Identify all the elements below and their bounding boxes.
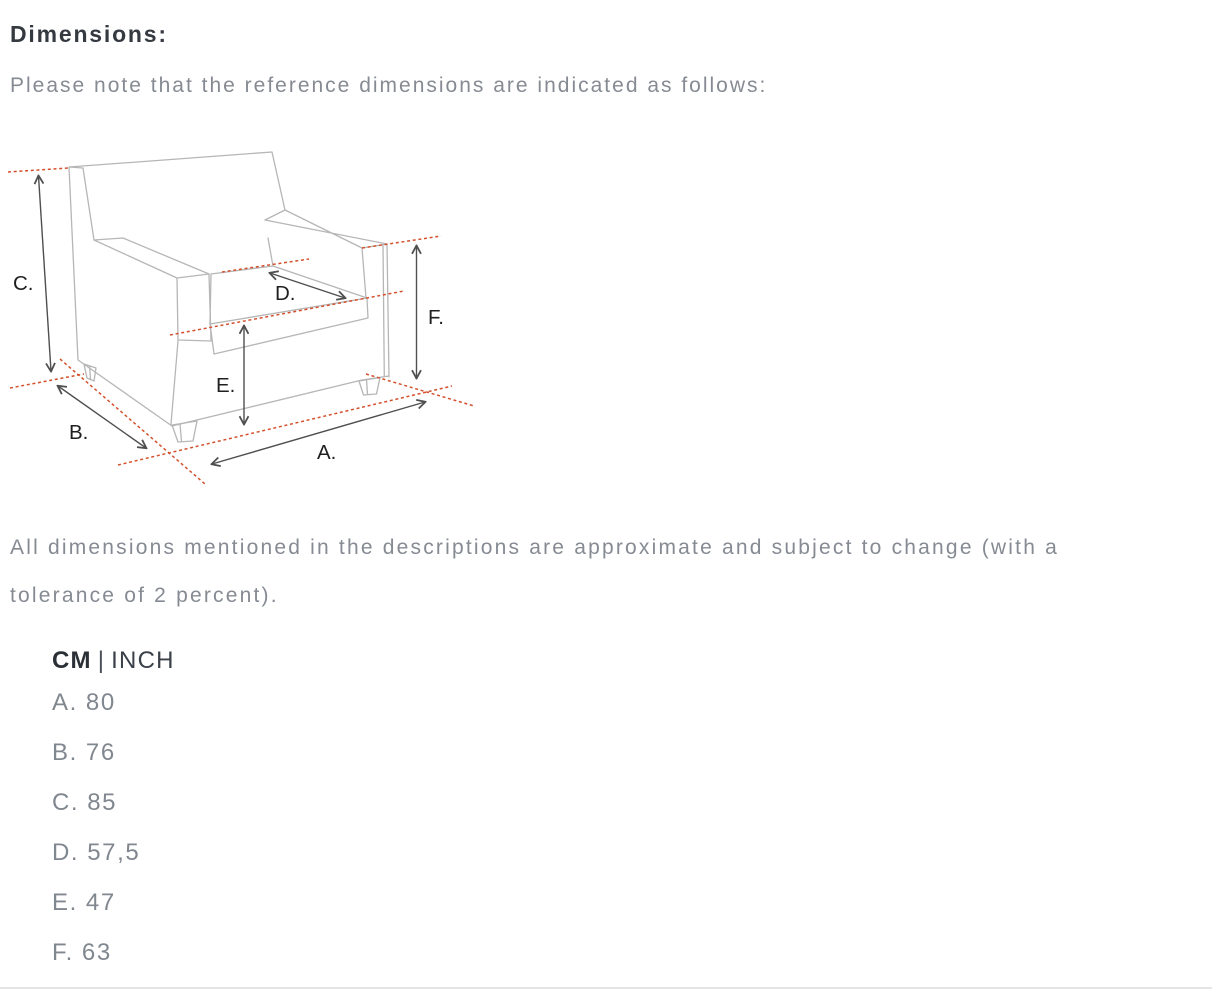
label-b: B. xyxy=(69,421,89,444)
measurement-label: F. xyxy=(52,939,74,966)
measurement-value: 63 xyxy=(81,939,112,966)
foot-front-right xyxy=(359,378,380,396)
measurement-label: C. xyxy=(52,789,80,816)
label-c: C. xyxy=(13,272,34,295)
measurement-value: 85 xyxy=(87,789,118,816)
bottom-divider xyxy=(0,987,1212,989)
page-title: Dimensions: xyxy=(10,21,168,48)
label-a: A. xyxy=(317,441,337,464)
unit-inch: INCH xyxy=(111,647,175,674)
measurement-item-d xyxy=(52,828,175,878)
measurement-label: D. xyxy=(52,839,80,866)
measurement-value: 76 xyxy=(85,739,116,766)
intro-paragraph: Please note that the reference dimensions are indicated as follows: xyxy=(10,74,768,97)
arrow-c xyxy=(39,176,52,371)
label-f: F. xyxy=(428,306,444,329)
measurement-item-b xyxy=(52,728,175,778)
measurement-item-c xyxy=(52,778,175,828)
measurement-value: 47 xyxy=(85,889,116,916)
ref-line-a xyxy=(118,386,452,465)
foot-front-left xyxy=(172,421,197,442)
measurement-label: A. xyxy=(52,689,78,716)
measurement-label: B. xyxy=(52,739,78,766)
armchair-diagram-svg xyxy=(0,128,480,496)
measurement-label: E. xyxy=(52,889,78,916)
tolerance-note xyxy=(10,524,1205,620)
measurement-list-block xyxy=(52,644,175,978)
ref-line-f-bottom xyxy=(366,374,474,406)
dimension-diagram xyxy=(0,128,480,496)
measurement-item-a xyxy=(52,678,175,728)
measurement-value: 80 xyxy=(85,689,116,716)
unit-header xyxy=(52,644,175,678)
tolerance-note-line2: tolerance of 2 percent). xyxy=(10,584,279,607)
measurement-value: 57,5 xyxy=(87,839,141,866)
unit-cm: CM xyxy=(52,647,92,674)
tolerance-note-line1: All dimensions mentioned in the descriptions are approximate and subject to change (with a xyxy=(10,536,1059,559)
measurement-item-f xyxy=(52,928,175,978)
measurement-item-e xyxy=(52,878,175,928)
ref-line-c-top xyxy=(8,168,68,172)
measurement-list xyxy=(52,678,175,978)
ref-line-floor-left xyxy=(10,374,84,388)
label-e: E. xyxy=(216,374,236,397)
unit-separator: | xyxy=(97,647,106,674)
foot-back-left xyxy=(84,364,96,381)
ref-line-d xyxy=(222,259,309,272)
label-d: D. xyxy=(275,282,296,305)
